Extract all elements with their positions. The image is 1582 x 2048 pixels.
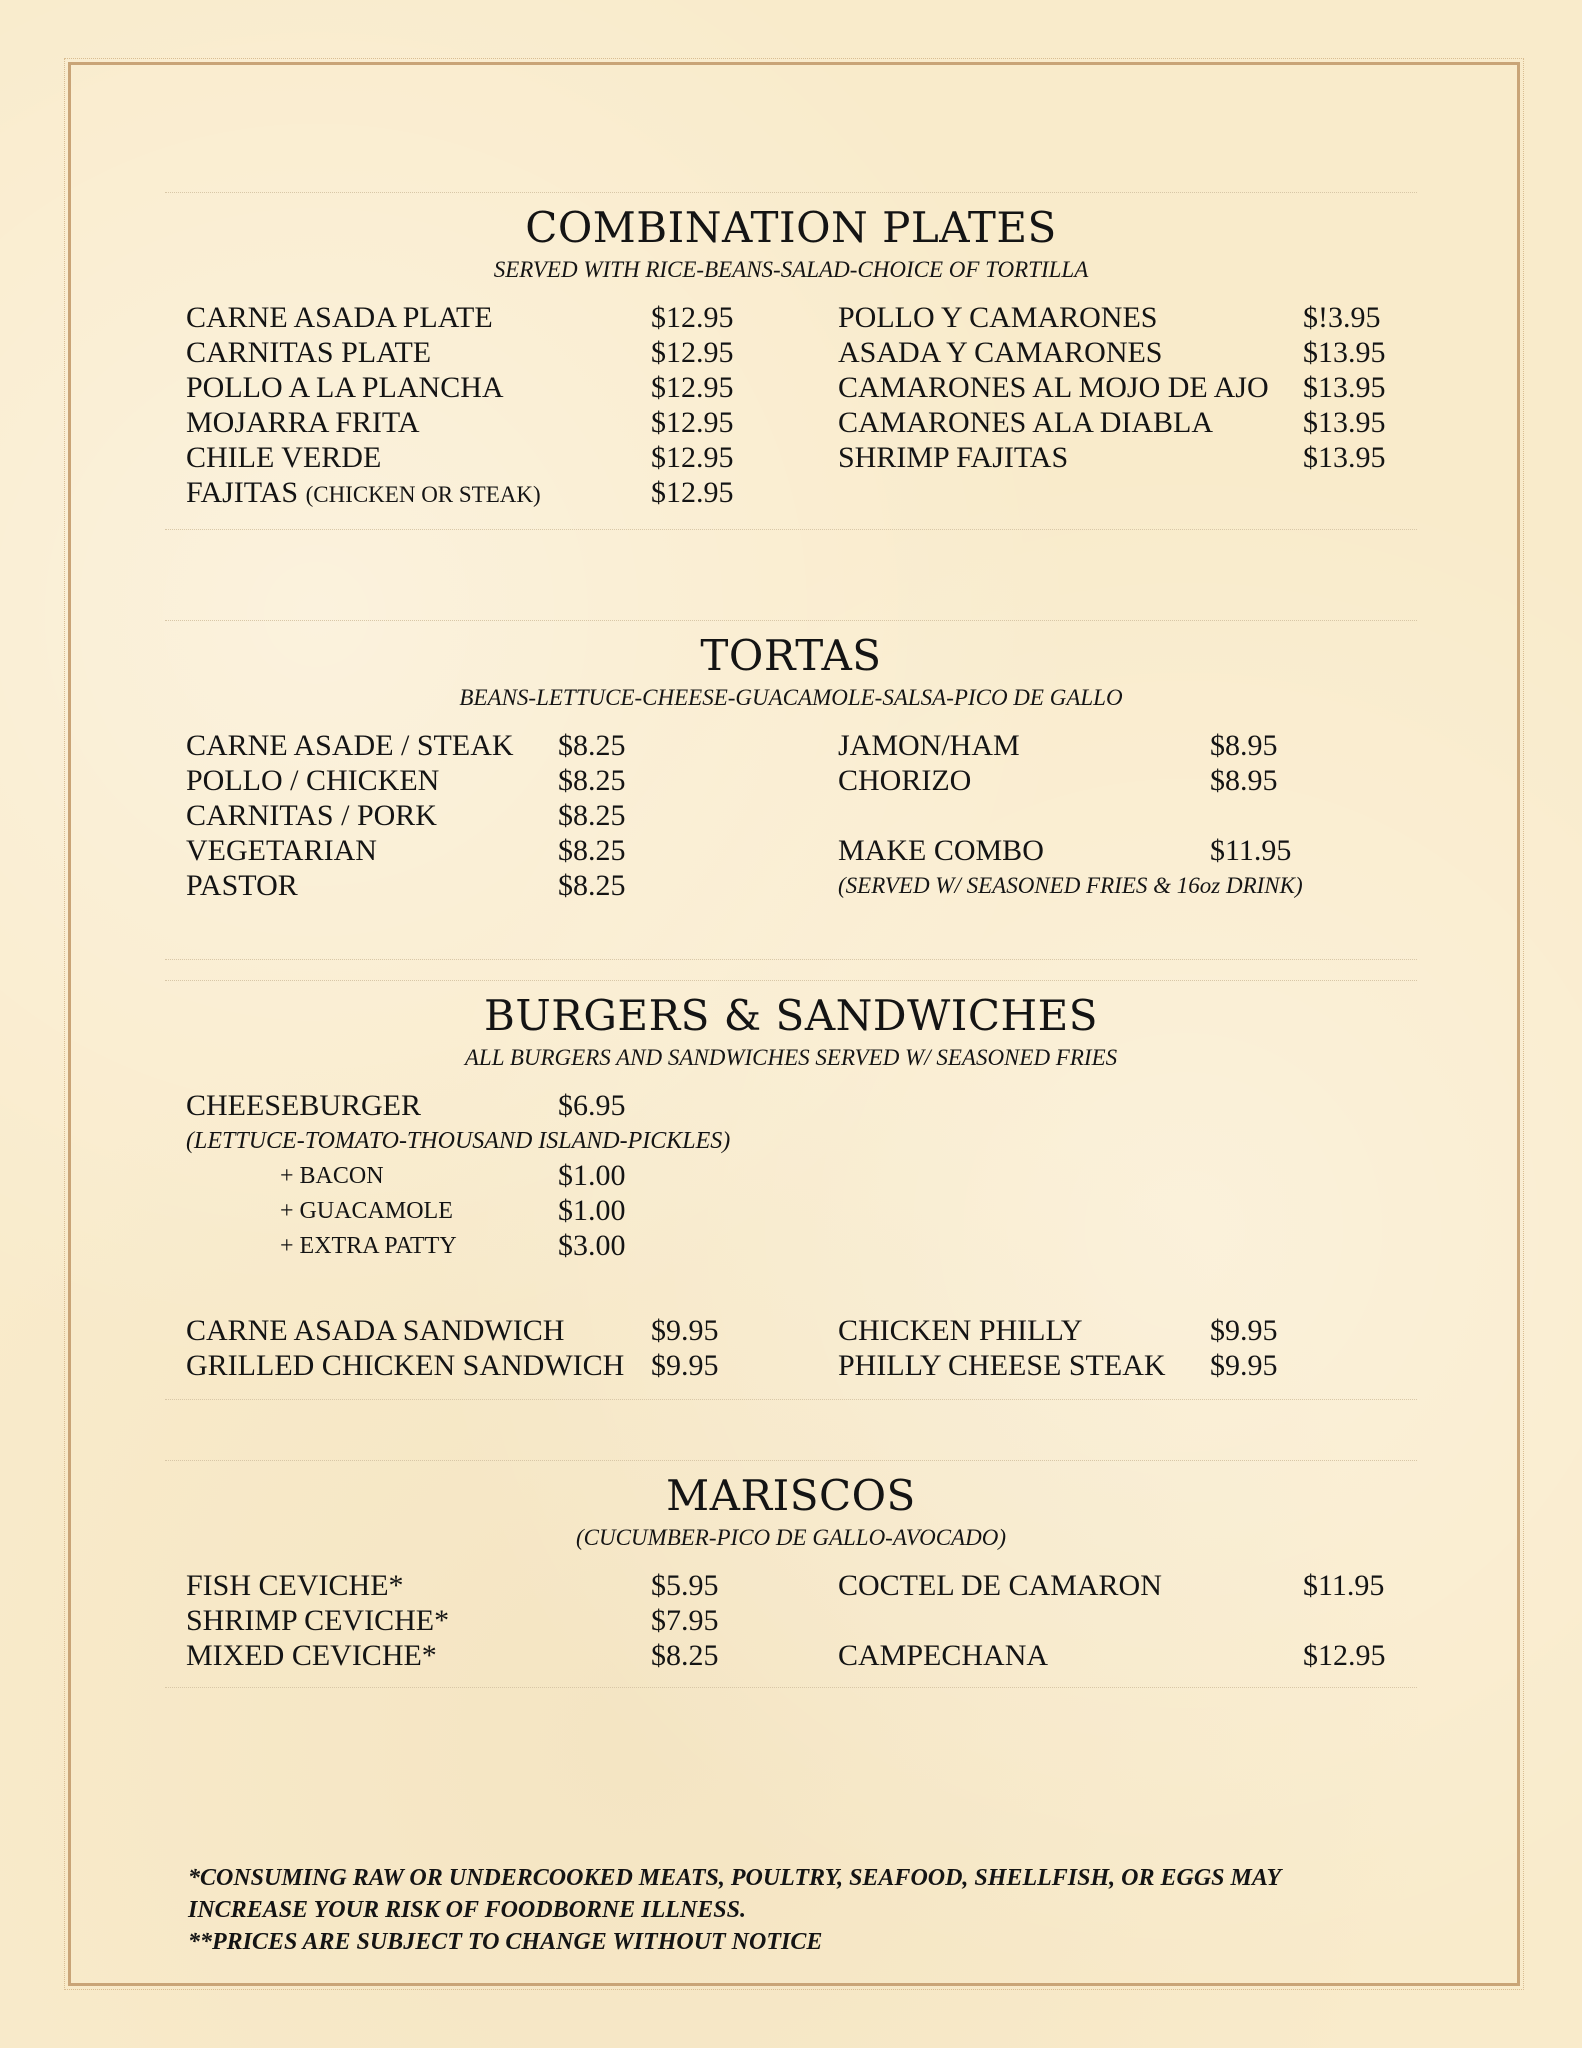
menu-item-name: CARNE ASADA SANDWICH [186, 1314, 565, 1347]
menu-item-name: POLLO Y CAMARONES [838, 301, 1158, 334]
section-subtitle: ALL BURGERS AND SANDWICHES SERVED W/ SEASONED FRIES [464, 1045, 1118, 1070]
menu-item-price: $8.25 [558, 869, 626, 902]
menu-item-price: $13.95 [1303, 336, 1386, 369]
tortas-section [165, 620, 1417, 960]
menu-item-price: $5.95 [651, 1569, 719, 1602]
menu-item-price: $9.95 [1210, 1349, 1278, 1382]
menu-item-price: $12.95 [651, 336, 734, 369]
menu-item-price: $12.95 [651, 406, 734, 439]
menu-item-name: SHRIMP FAJITAS [838, 441, 1069, 474]
menu-item-name: JAMON/HAM [838, 729, 1020, 762]
menu-item-name: CARNITAS / PORK [186, 799, 437, 832]
menu-item-name: COCTEL DE CAMARON [838, 1569, 1162, 1602]
menu-item-name: CHICKEN PHILLY [838, 1314, 1083, 1347]
menu-item-name: SHRIMP CEVICHE* [186, 1604, 450, 1637]
menu-item-name: PASTOR [186, 869, 298, 902]
menu-item-name: POLLO A LA PLANCHA [186, 371, 504, 404]
burgers-sandwiches-section [165, 980, 1417, 1400]
menu-item-price: $8.25 [558, 834, 626, 867]
menu-item-name: FISH CEVICHE* [186, 1569, 404, 1602]
menu-item-price: $8.25 [558, 729, 626, 762]
menu-item-price: $9.95 [651, 1314, 719, 1347]
menu-item-name: MIXED CEVICHE* [186, 1639, 437, 1672]
cheeseburger-price: $6.95 [558, 1089, 626, 1122]
addon-item-name: + EXTRA PATTY [280, 1233, 457, 1259]
section-title: COMBINATION PLATES [525, 203, 1057, 252]
menu-item-name: GRILLED CHICKEN SANDWICH [186, 1349, 625, 1382]
cheeseburger-note: (LETTUCE-TOMATO-THOUSAND ISLAND-PICKLES) [186, 1128, 731, 1154]
section-subtitle: BEANS-LETTUCE-CHEESE-GUACAMOLE-SALSA-PICO DE GALLO [459, 685, 1123, 710]
menu-item-price: $9.95 [651, 1349, 719, 1382]
section-title: BURGERS & SANDWICHES [483, 991, 1099, 1040]
addon-item-name: + GUACAMOLE [280, 1198, 453, 1224]
addon-item-price: $1.00 [558, 1159, 626, 1192]
menu-item-name: CARNITAS PLATE [186, 336, 432, 369]
combo-item-note: (SERVED W/ SEASONED FRIES & 16oz DRINK) [838, 873, 1303, 898]
menu-item-name: POLLO / CHICKEN [186, 764, 440, 797]
section-title: MARISCOS [666, 1471, 916, 1520]
menu-item-price: $12.95 [651, 371, 734, 404]
menu-item-price: $9.95 [1210, 1314, 1278, 1347]
menu-item-price: $8.25 [558, 799, 626, 832]
addon-item-price: $3.00 [558, 1229, 626, 1262]
disclaimer-line: *CONSUMING RAW OR UNDERCOOKED MEATS, POULTRY, SEAFOOD, SHELLFISH, OR EGGS MAY [188, 1865, 1282, 1891]
menu-item-price: $7.95 [651, 1604, 719, 1637]
menu-item-name: CHILE VERDE [186, 441, 382, 474]
menu-item-name: PHILLY CHEESE STEAK [838, 1349, 1166, 1382]
disclaimer-line: INCREASE YOUR RISK OF FOODBORNE ILLNESS. [188, 1897, 746, 1923]
combo-item-price: $11.95 [1210, 834, 1292, 867]
menu-item-price: $13.95 [1303, 371, 1386, 404]
menu-item-price: $13.95 [1303, 441, 1386, 474]
section-subtitle: (CUCUMBER-PICO DE GALLO-AVOCADO) [575, 1525, 1006, 1550]
menu-item-note: (CHICKEN OR STEAK) [305, 482, 541, 507]
menu-item-name: CARNE ASADE / STEAK [186, 729, 514, 762]
menu-item-name: CAMPECHANA [838, 1639, 1049, 1672]
menu-item-name: CAMARONES AL MOJO DE AJO [838, 371, 1269, 404]
addon-item-name: + BACON [280, 1163, 384, 1189]
combination-plates-section [165, 192, 1417, 530]
menu-item-name: CARNE ASADA PLATE [186, 301, 493, 334]
addon-item-price: $1.00 [558, 1194, 626, 1227]
menu-item-name: ASADA Y CAMARONES [838, 336, 1163, 369]
menu-item-name: VEGETARIAN [186, 834, 377, 867]
menu-item-name: CAMARONES ALA DIABLA [838, 406, 1214, 439]
menu-item-name: CHORIZO [838, 764, 972, 797]
section-title: TORTAS [700, 631, 882, 680]
menu-item-price: $8.95 [1210, 729, 1278, 762]
disclaimer-line: **PRICES ARE SUBJECT TO CHANGE WITHOUT NOTICE [188, 1929, 823, 1955]
mariscos-section [165, 1460, 1417, 1688]
cheeseburger-name: CHEESEBURGER [186, 1089, 422, 1122]
combo-item-name: MAKE COMBO [838, 834, 1044, 867]
menu-item-price: $12.95 [651, 476, 734, 509]
menu-item-price: $!3.95 [1303, 301, 1381, 334]
menu-item-name-text: FAJITAS [186, 476, 299, 509]
menu-item-price: $12.95 [651, 441, 734, 474]
menu-item-price: $8.25 [558, 764, 626, 797]
menu-item-price: $13.95 [1303, 406, 1386, 439]
menu-item-price: $12.95 [651, 301, 734, 334]
menu-item-name [186, 476, 541, 510]
menu-item-price: $8.25 [651, 1639, 719, 1672]
menu-item-name: MOJARRA FRITA [186, 406, 420, 439]
menu-item-price: $11.95 [1303, 1569, 1385, 1602]
menu-item-price: $12.95 [1303, 1639, 1386, 1672]
food-safety-disclaimer [188, 1862, 1418, 1958]
section-subtitle: SERVED WITH RICE-BEANS-SALAD-CHOICE OF TORTILLA [493, 257, 1089, 282]
menu-item-price: $8.95 [1210, 764, 1278, 797]
